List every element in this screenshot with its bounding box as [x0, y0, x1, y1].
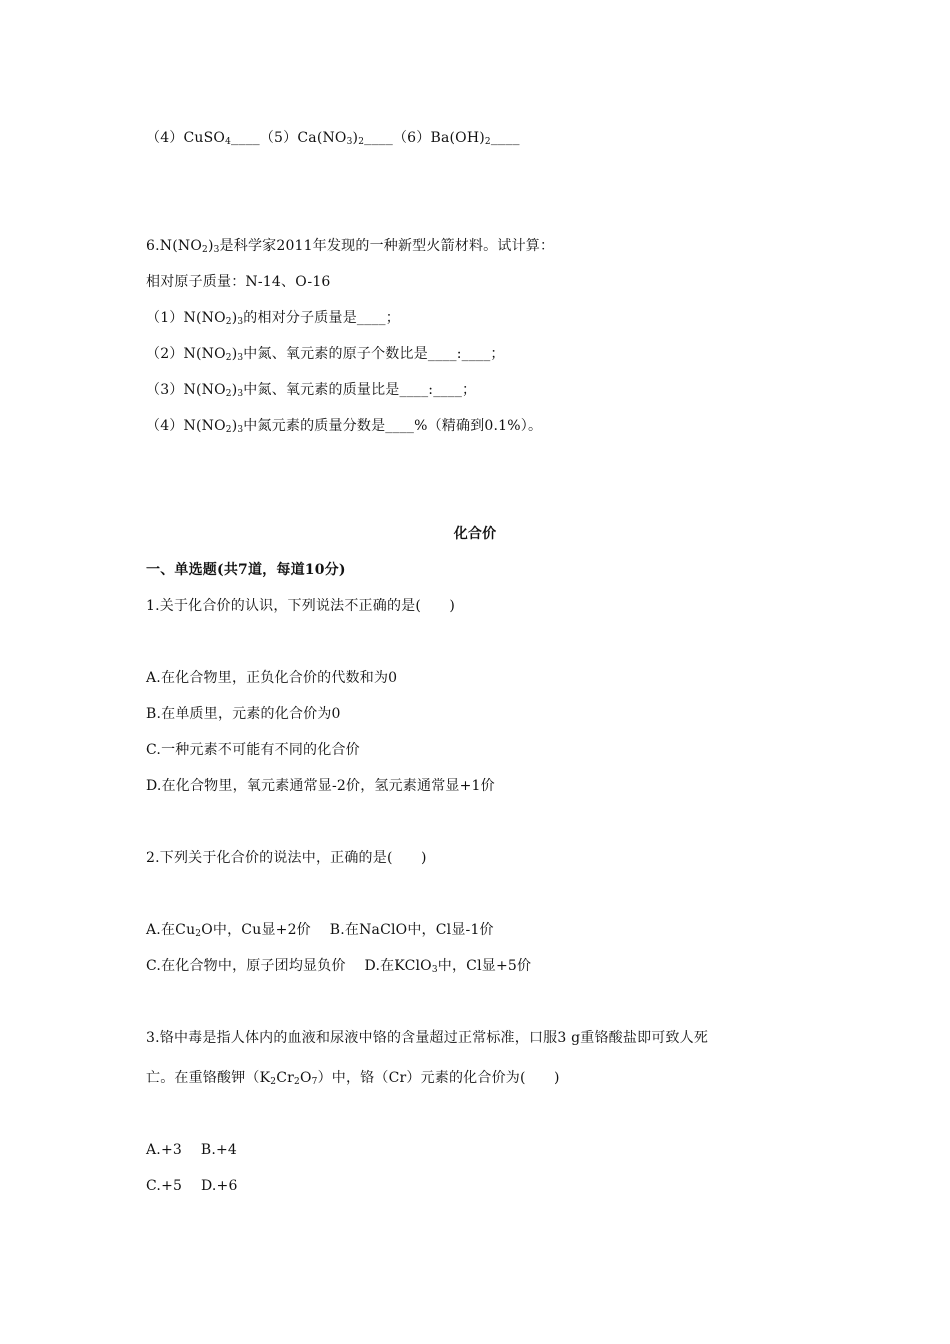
text-seg: 的相对分子质量是____； [243, 310, 400, 326]
subscript: 4 [225, 137, 232, 147]
subscript: 2 [294, 1077, 300, 1087]
text-seg: 亡。在重铬酸钾（K [146, 1070, 271, 1086]
q3-stem-line-1: 3.铬中毒是指人体内的血液和尿液中铬的含量超过正常标准，口服3 g重铬酸盐即可致人死 [146, 1030, 709, 1046]
text-seg: （4）N(NO [146, 418, 226, 434]
text-seg: Cr [276, 1070, 295, 1086]
q3-stem-line-2 [146, 1068, 560, 1088]
subscript: 3 [237, 317, 244, 327]
text-seg: （3）N(NO [146, 382, 226, 398]
q6-part-1 [146, 308, 400, 328]
text-seg: 中氮、氧元素的原子个数比是____:____； [243, 346, 505, 362]
text-seg: ____ [490, 130, 520, 146]
subscript: 2 [225, 389, 232, 399]
text-seg: 6.N(NO [146, 238, 202, 254]
text-seg: ) [231, 310, 238, 326]
text-seg: ) [207, 238, 214, 254]
subscript: 2 [484, 137, 491, 147]
q2-options-ab [146, 920, 494, 940]
text-seg: （4）CuSO [146, 130, 226, 146]
q3-options-cd: C.+5 D.+6 [146, 1178, 238, 1194]
q6-part-3 [146, 380, 476, 400]
subscript: 3 [237, 353, 244, 363]
text-seg: 中氮、氧元素的质量比是____:____； [243, 382, 477, 398]
text-seg: C.在化合物中，原子团均显负价 D.在KClO [146, 958, 432, 974]
subscript: 2 [195, 929, 202, 939]
text-seg: （2）N(NO [146, 346, 226, 362]
text-seg: （1）N(NO [146, 310, 226, 326]
q1-option-a: A.在化合物里，正负化合价的代数和为0 [146, 670, 398, 686]
text-seg: O中，Cu显+2价 B.在NaClO中，Cl显-1价 [201, 922, 494, 938]
q6-stem [146, 236, 554, 256]
subscript: 2 [270, 1077, 277, 1087]
q3-options-ab: A.+3 B.+4 [146, 1142, 238, 1158]
subscript: 7 [311, 1077, 318, 1087]
subscript: 2 [225, 317, 232, 327]
text-seg: ) [352, 130, 359, 146]
q6-atomic-mass: 相对原子质量：N-14、O-16 [146, 274, 331, 290]
subscript: 2 [225, 425, 232, 435]
q1-option-b: B.在单质里，元素的化合价为0 [146, 706, 341, 722]
text-seg: A.在Cu [146, 922, 196, 938]
subscript: 3 [213, 245, 220, 255]
text-seg: 中，Cl显+5价 [437, 958, 532, 974]
q2-stem: 2.下列关于化合价的说法中，正确的是( ) [146, 850, 427, 866]
text-seg: ____（6）Ba(OH) [364, 130, 485, 146]
subscript: 3 [237, 425, 244, 435]
subscript: 3 [237, 389, 244, 399]
q6-part-4 [146, 416, 542, 436]
q1-option-d: D.在化合物里，氧元素通常显-2价，氢元素通常显+1价 [146, 778, 495, 794]
subscript: 2 [225, 353, 232, 363]
text-seg: ) [231, 418, 238, 434]
section-subtitle: 一、单选题(共7道，每道10分) [146, 562, 346, 578]
prev-question-line-4-6 [146, 128, 520, 148]
text-seg: ）中，铬（Cr）元素的化合价为( ) [317, 1070, 560, 1086]
text-seg: 中氮元素的质量分数是____%（精确到0.1%）。 [243, 418, 543, 434]
q6-part-2 [146, 344, 505, 364]
subscript: 3 [346, 137, 353, 147]
text-seg: ) [231, 346, 238, 362]
subscript: 2 [358, 137, 365, 147]
text-seg: ) [231, 382, 238, 398]
q2-options-cd [146, 956, 531, 976]
text-seg: ____（5）Ca(NO [231, 130, 347, 146]
subscript: 3 [431, 965, 438, 975]
text-seg: 是科学家2011年发现的一种新型火箭材料。试计算： [219, 238, 555, 254]
section-title: 化合价 [453, 526, 497, 542]
text-seg: O [299, 1070, 312, 1086]
subscript: 2 [202, 245, 208, 255]
q1-stem: 1.关于化合价的认识，下列说法不正确的是( ) [146, 598, 456, 614]
q1-option-c: C.一种元素不可能有不同的化合价 [146, 742, 360, 758]
